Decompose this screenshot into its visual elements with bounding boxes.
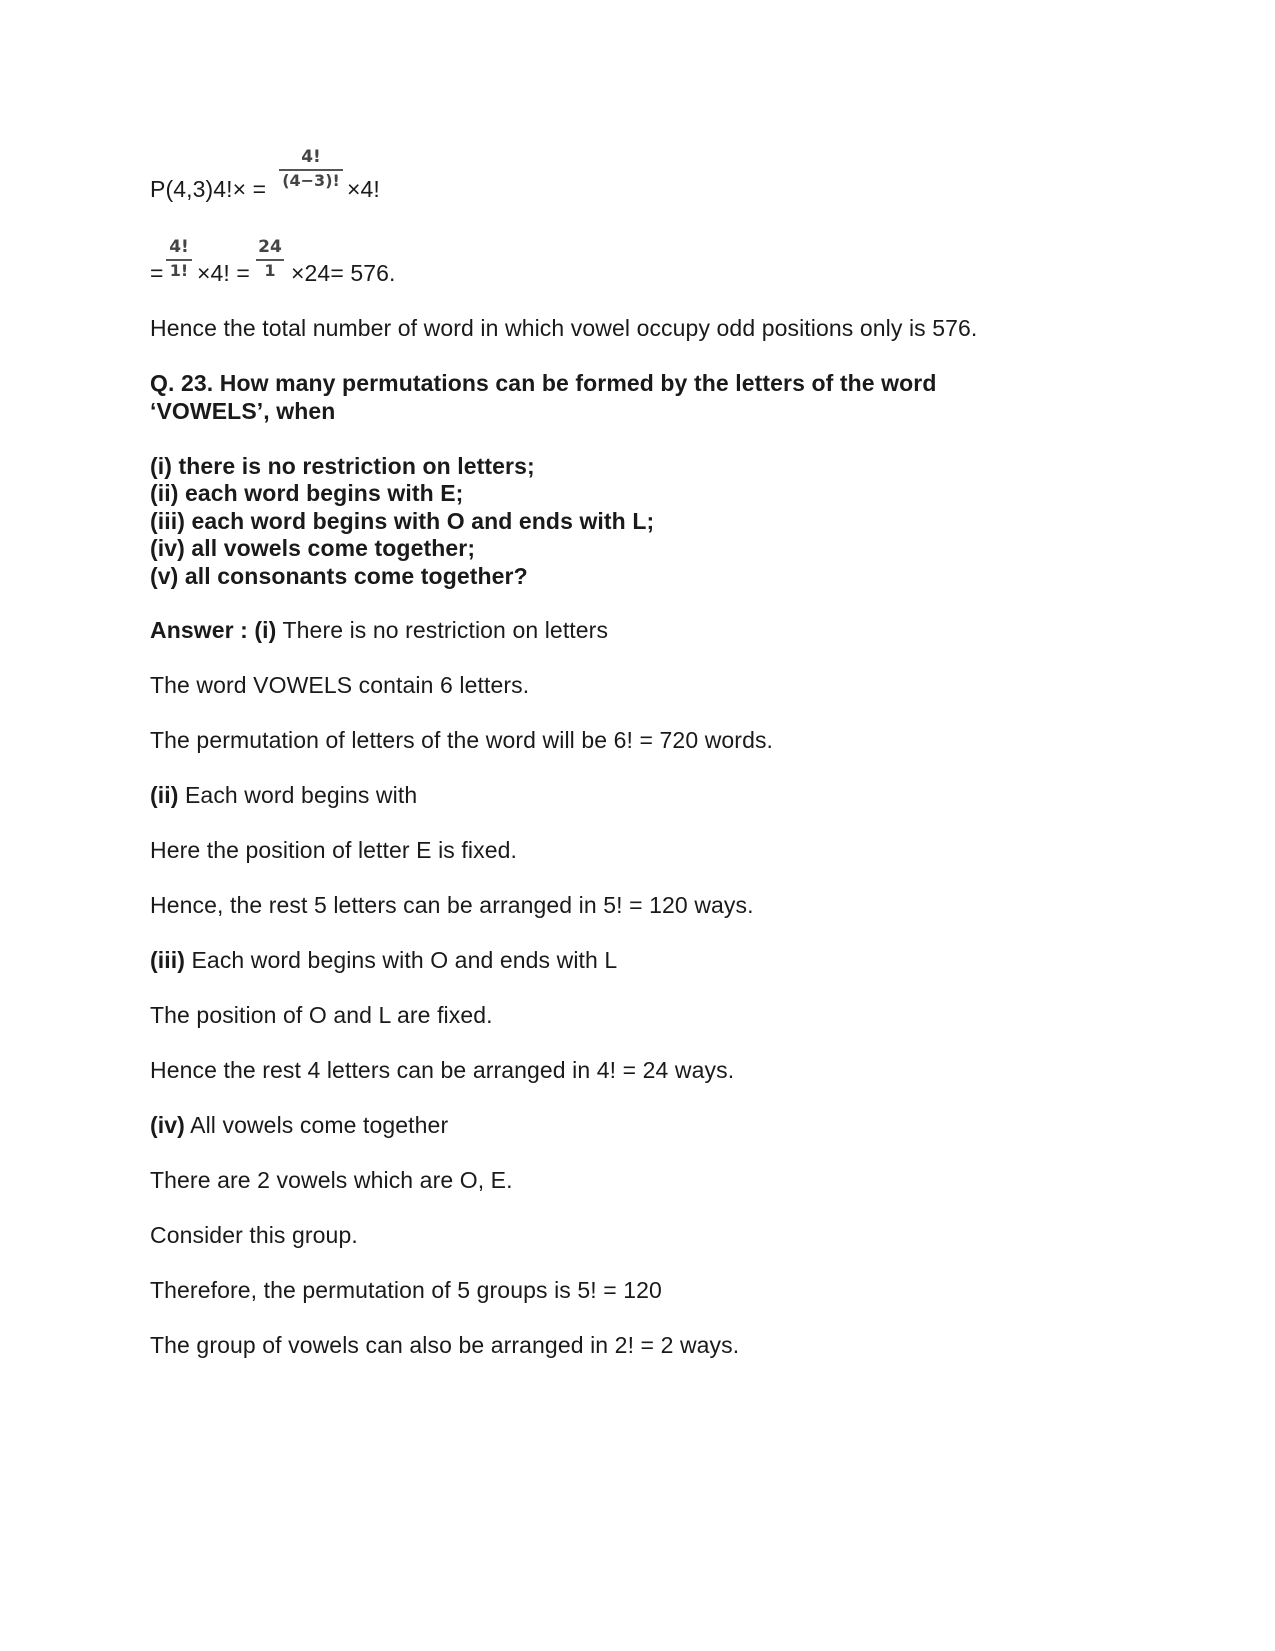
fraction-denominator: 1! [169, 261, 189, 280]
answer-part-iv-line-3: Therefore, the permutation of 5 groups is 5! = 120 [150, 1277, 662, 1303]
answer-part-i-heading [150, 616, 608, 644]
answer-part-iv-title: All vowels come together [184, 1112, 449, 1138]
answer-part-iii-heading [150, 946, 617, 974]
fraction-4-over-4-minus-3 [279, 147, 343, 190]
fraction-numerator: 4! [169, 237, 189, 257]
answer-part-ii-heading [150, 781, 417, 809]
question-part-i: (i) there is no restriction on letters; [150, 453, 535, 479]
conclusion-text: Hence the total number of word in which vowel occupy odd positions only is 576. [150, 315, 978, 341]
equation-1 [150, 175, 266, 203]
answer-part-iv-line-1: There are 2 vowels which are O, E. [150, 1167, 513, 1193]
answer-part-ii-title: Each word begins with [178, 782, 418, 808]
fraction-denominator: (4−3)! [282, 171, 340, 190]
fraction-4-over-1 [166, 237, 192, 280]
answer-part-iii-line-2: Hence the rest 4 letters can be arranged in 4! = 24 ways. [150, 1057, 735, 1083]
equation-1-prefix: P(4,3)4!× = [150, 176, 267, 202]
answer-part-ii-label: (ii) [150, 782, 179, 808]
answer-part-i-line-2: The permutation of letters of the word will be 6! = 720 words. [150, 727, 774, 753]
answer-label: Answer : (i) [150, 617, 277, 643]
fraction-numerator: 24 [258, 237, 282, 257]
question-part-ii: (ii) each word begins with E; [150, 480, 464, 506]
answer-part-iii-title: Each word begins with O and ends with L [185, 947, 618, 973]
equation-2-prefix: = [150, 260, 164, 286]
answer-part-iv-label: (iv) [150, 1112, 185, 1138]
fraction-numerator: 4! [301, 147, 321, 167]
answer-part-iv-line-4: The group of vowels can also be arranged in 2! = 2 ways. [150, 1332, 740, 1358]
answer-part-iv-heading [150, 1111, 448, 1139]
fraction-24-over-1 [256, 237, 284, 280]
answer-part-i-line-1: The word VOWELS contain 6 letters. [150, 672, 530, 698]
question-part-v: (v) all consonants come together? [150, 563, 528, 589]
answer-part-ii-line-2: Hence, the rest 5 letters can be arranged in 5! = 120 ways. [150, 892, 754, 918]
equation-2-middle: ×4! = [197, 260, 250, 286]
answer-part-iii-label: (iii) [150, 947, 185, 973]
equation-2-suffix: ×24= 576. [291, 260, 396, 286]
answer-part-iii-line-1: The position of O and L are fixed. [150, 1002, 493, 1028]
fraction-denominator: 1 [264, 261, 276, 280]
question-part-iii: (iii) each word begins with O and ends with L; [150, 508, 655, 534]
answer-part-ii-line-1: Here the position of letter E is fixed. [150, 837, 517, 863]
question-heading-line-2: ‘VOWELS’, when [150, 398, 336, 424]
answer-part-iv-line-2: Consider this group. [150, 1222, 358, 1248]
question-part-iv: (iv) all vowels come together; [150, 535, 476, 561]
question-heading-line-1: Q. 23. How many permutations can be formed by the letters of the word [150, 370, 937, 396]
equation-1-suffix: ×4! [347, 176, 380, 202]
answer-part-i-title: There is no restriction on letters [276, 617, 609, 643]
